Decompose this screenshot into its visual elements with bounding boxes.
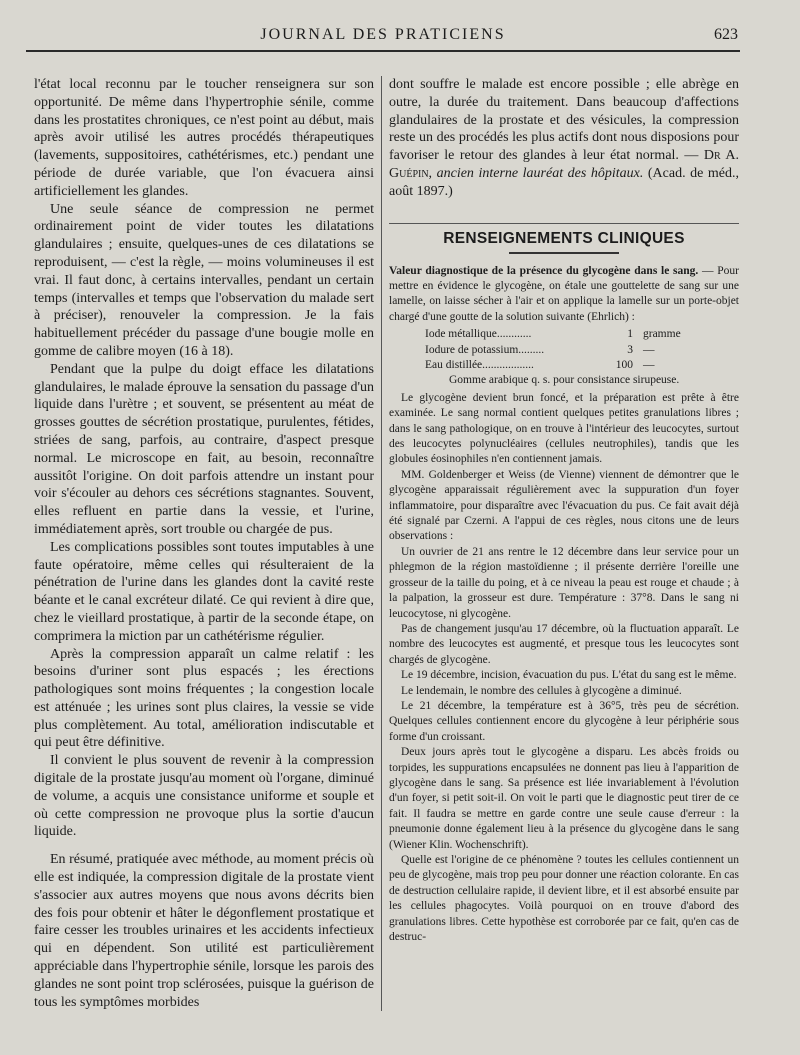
paragraph: Après la compression apparaît un calme relatif : les besoins d'uriner sont plus espacés ; les érections pathologiques sont moins fréquentes ; la congestion locale est atténuée ; les urines sont plus claires, la vessie se vide plus complètement. Au total, amélioration indiscutable et qui peut être définitive. xyxy=(34,646,374,751)
author-title: ancien interne lauréat des hôpitaux. xyxy=(436,165,644,181)
recipe-note: Gomme arabique q. s. pour consistance sirupeuse. xyxy=(449,374,680,387)
paragraph: Le glycogène devient brun foncé, et la préparation est prête à être examinée. Le sang normal contient quelques petites granulations libres ; dans le sang pathologique, on en trouve à l'intérieur des leucocytes, surtout des leucocytes polynucléaires (cellules neutrophiles), tandis que les globules éosinophiles n'en contiennent jamais. xyxy=(389,391,739,466)
article-conclusion xyxy=(389,76,739,201)
paragraph: Le 19 décembre, incision, évacuation du pus. L'état du sang est le même. xyxy=(401,669,737,682)
runin-title: Valeur diagnostique de la présence du glycogène dans le sang. xyxy=(389,264,699,277)
paragraph: MM. Goldenberger et Weiss (de Vienne) viennent de démontrer que le glycogène apparaissait régulièrement avec la suppuration d'un foyer inflammatoire, pour disparaître avec l'évacuation du pus. Ce fait avait déjà été signalé par Czerni. A l'appui de ces règles, nous citons une de leurs observations : xyxy=(389,468,739,543)
journal-title: JOURNAL DES PRATICIENS xyxy=(260,26,506,43)
conclusion-text: dont souffre le malade est encore possible ; elle abrège en outre, la durée du traitement. Dans beaucoup d'affections glandulaires de la prostate et des vésicules, la compression reste un des procédés les plus actifs dont nous disposions pour favoriser le retour des glandes à leur état normal. — xyxy=(389,77,739,164)
paragraph: Le 21 décembre, la température est à 36°5, très peu de sécrétion. Quelques cellules contiennent encore du glycogène à leur périphérie sous forme d'un croissant. xyxy=(389,699,739,743)
section-body xyxy=(389,264,739,946)
paragraph: l'état local reconnu par le toucher renseignera sur son opportunité. De même dans l'hypertrophie sénile, comme dans les prostatites chroniques, ce n'est point au début, mais après avoir utilisé les autres procédés thérapeutiques (lavements, suppositoires, cathétérismes, etc.) pendant une période de durée variable, que l'on évacuera ainsi artificiellement les glandes. xyxy=(34,77,374,199)
left-column xyxy=(34,76,374,1011)
ingredient-unit: — xyxy=(643,343,655,356)
column-divider xyxy=(381,76,382,1011)
paragraph: Le lendemain, le nombre des cellules à glycogène a diminué. xyxy=(401,684,682,697)
author-name: Dr A. Guépin, xyxy=(389,148,739,181)
page-number: 623 xyxy=(714,26,738,43)
recipe-table xyxy=(425,327,739,389)
paragraph: En résumé, pratiquée avec méthode, au moment précis où elle est indiquée, la compression digitale de la prostate vient s'associer aux autres moyens que nous avons décrits bien des fois pour obtenir et hâter le dégonflement prostatique et faire cesser les troubles urinaires et les accidents infectieux qui en dépendent. Son utilité est particulièrement appréciable dans l'hypertrophie sénile, lorsque les parois des glandes ne sont point trop sclérosées, puisque la guérison de tous les symptômes morbides xyxy=(34,852,374,1010)
section-underline xyxy=(509,252,619,254)
paragraph: Une seule séance de compression ne permet ordinairement point de vider toutes les dilatations glandulaires ; ensuite, quelques-unes de ces dilatations se reproduisent, — c'est la règle, — moins volumineuses il est vrai. Il faut donc, à certains intervalles, pendant un certain temps (intervalles et temps que l'observation du malade sert à préciser), renouveler la compression. Je la fais habituellement précéder du passage d'une bougie molle en gomme de calibre moyen (16 à 18). xyxy=(34,201,374,359)
ingredient-qty: 100 xyxy=(615,359,633,372)
paragraph: Il convient le plus souvent de revenir à la compression digitale de la prostate jusqu'au moment où l'organe, diminué de volume, a acquis une consistance uniforme et souple et où cette compression ne provoque plus la sortie d'aucun liquide. xyxy=(34,753,374,840)
paragraph: Pas de changement jusqu'au 17 décembre, où la fluctuation apparaît. Le nombre des leucocytes est augmenté, et presque tous les leucocytes sont chargés de glycogène. xyxy=(389,622,739,666)
paragraph: Les complications possibles sont toutes imputables à une faute opératoire, même celles qui résulteraient de la pénétration de l'urine dans les glandes dont la cavité reste béante et le canal excréteur dilaté. Ce qui revient à dire que, chez le vieillard prostatique, à partir de la seconde étape, on comprimera la miction par un cathétérisme régulier. xyxy=(34,539,374,644)
recipe-row xyxy=(425,343,739,358)
ingredient-unit: — xyxy=(643,359,655,372)
paragraph: Un ouvrier de 21 ans rentre le 12 décembre dans leur service pour un phlegmon de la région mastoïdienne ; il présente derrière l'oreille une grosseur de la taille du poing, et à ce niveau la peau est rouge et chaude ; à la palpation, la grosseur est dure. Température : 37°8. Dans le sang ni leucocytose, ni glycogène. xyxy=(389,545,739,620)
section-title: RENSEIGNEMENTS CLINIQUES xyxy=(389,223,739,248)
paragraph: Deux jours après tout le glycogène a disparu. Les abcès froids ou torpides, les suppurations encapsulées ne donnent pas lieu à l'apparition de glycogène dans le sang. Sa présence est liée invariablement à l'évolution d'un foyer, si petit soit-il. On voit le parti que le diagnostic peut tirer de ce fait. Il faudra se mettre en garde contre une seule cause d'erreur : la pneumonie donne également lieu à la présence du glycogène dans le sang (Wiener Klin. Wochenschrift). xyxy=(389,746,739,851)
section-intro xyxy=(389,264,739,326)
ingredient-name: Iode métallique............ xyxy=(425,328,532,341)
ingredient-qty: 1 xyxy=(627,328,633,341)
article-source: (Acad. de méd., août 1897.) xyxy=(389,165,739,199)
ingredient-name: Iodure de potassium......... xyxy=(425,343,545,356)
page-header xyxy=(26,24,740,52)
right-column xyxy=(389,76,739,945)
recipe-row xyxy=(425,358,739,373)
ingredient-qty: 3 xyxy=(627,343,633,356)
paragraph: Quelle est l'origine de ce phénomène ? toutes les cellules contiennent un peu de glycogène, mais trop peu pour donner une réaction colorante. En cas de destruction cellulaire rapide, il devient libre, et il est absorbé ensuite par les cellules phagocytes. Voilà pourquoi on en trouve d'abord des granulations libres. Cette hypothèse est corroborée par ce fait, qu'en cas de destruc- xyxy=(389,854,739,944)
ingredient-name: Eau distillée.................. xyxy=(425,359,534,372)
paragraph: Pendant que la pulpe du doigt efface les dilatations glandulaires, le malade éprouve la sensation du passage d'un liquide dans l'urètre ; et souvent, se présentent au méat de grosses gouttes de sécrétion prostatique, purulentes, fétides, striées de sang, parfois, au contraire, d'aspect presque normal. Le microscope en fait, au besoin, reconnaître aussitôt l'origine. On doit parfois attendre un instant pour voir s'écouler au dehors ces sécrétions stagnantes. Souvent, elles refluent en partie dans la vessie, et l'urine, immédiatement après, sort trouble ou chargée de pus. xyxy=(34,361,374,537)
intro-text: — Pour mettre en évidence le glycogène, on étale une gouttelette de sang sur une lamelle, on laisse sécher à l'air et on applique la lamelle sur un porte-objet chargé d'une goutte de la solution suivante (Ehrlich) : xyxy=(389,264,740,323)
recipe-row xyxy=(425,327,739,342)
ingredient-unit: gramme xyxy=(643,328,681,341)
